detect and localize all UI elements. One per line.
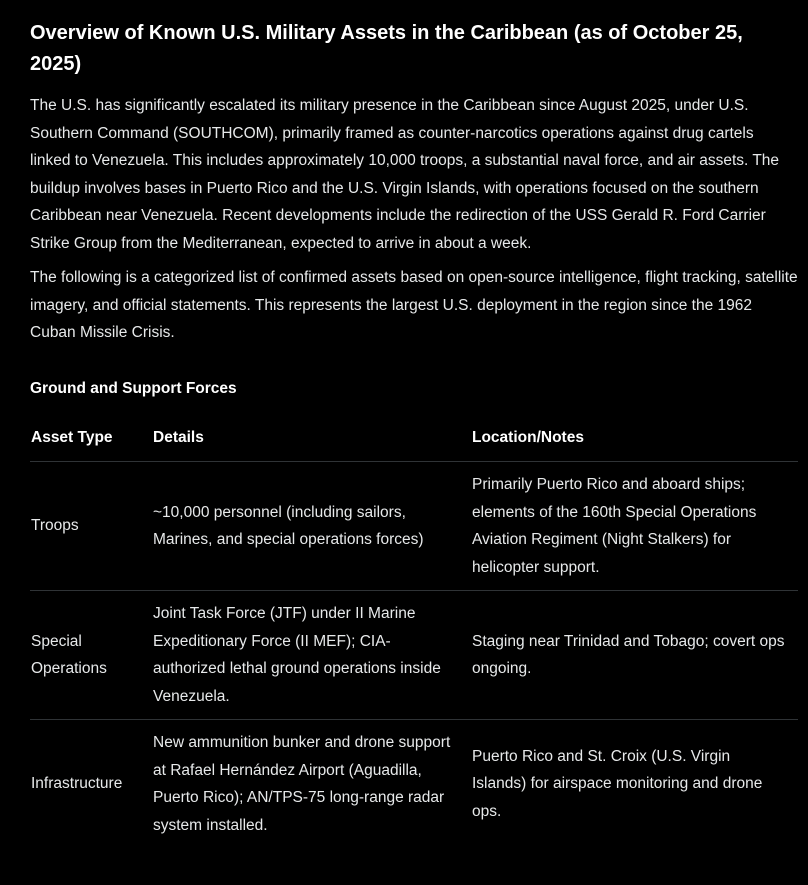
header-details: Details [153,428,204,446]
intro-paragraph: The U.S. has significantly escalated its military presence in the Caribbean since August 2025, under U.S. Southern Command (SOUTHCOM), primarily framed as counter-narcotics operations against drug cartels linked to Venezuela. This includes approximately 10,000 troops, a substantial naval force, and air assets. The buildup involves bases in Puerto Rico and the U.S. Virgin Islands, with operations focused on the southern Caribbean near Venezuela. Recent developments include the redirection of the USS Gerald R. Ford Carrier Strike Group from the Mediterranean, expected to arrive in about a week. [30,97,780,252]
assets-table [30,424,798,849]
cell-asset-type: Troops [30,462,152,591]
cell-details: ~10,000 personnel (including sailors, Marines, and special operations forces) [152,462,471,591]
cell-location-notes: Puerto Rico and St. Croix (U.S. Virgin Islands) for airspace monitoring and drone ops. [471,720,798,849]
cell-location-notes: Staging near Trinidad and Tobago; covert ops ongoing. [471,591,798,720]
cell-details: New ammunition bunker and drone support at Rafael Hernández Airport (Aguadilla, Puerto Rico); AN/TPS-75 long-range radar system installed. [152,720,471,849]
table-row [30,462,798,591]
list-intro-paragraph: The following is a categorized list of confirmed assets based on open-source intelligence, flight tracking, satellite imagery, and official statements. This represents the largest U.S. deployment in the region since the 1962 Cuban Missile Crisis. [30,269,798,341]
table-row [30,720,798,849]
header-location-notes: Location/Notes [472,428,584,446]
section-heading: Ground and Support Forces [30,379,237,397]
cell-details: Joint Task Force (JTF) under II Marine Expeditionary Force (II MEF); CIA-authorized lethal ground operations inside Venezuela. [152,591,471,720]
cell-asset-type: Infrastructure [30,720,152,849]
cell-asset-type: Special Operations [30,591,152,720]
table-row [30,591,798,720]
header-asset-type: Asset Type [31,428,113,446]
table-header-row [30,424,798,462]
cell-location-notes: Primarily Puerto Rico and aboard ships; elements of the 160th Special Operations Aviation Regiment (Night Stalkers) for helicopter support. [471,462,798,591]
article-title: Overview of Known U.S. Military Assets in the Caribbean (as of October 25, 2025) [30,22,743,75]
